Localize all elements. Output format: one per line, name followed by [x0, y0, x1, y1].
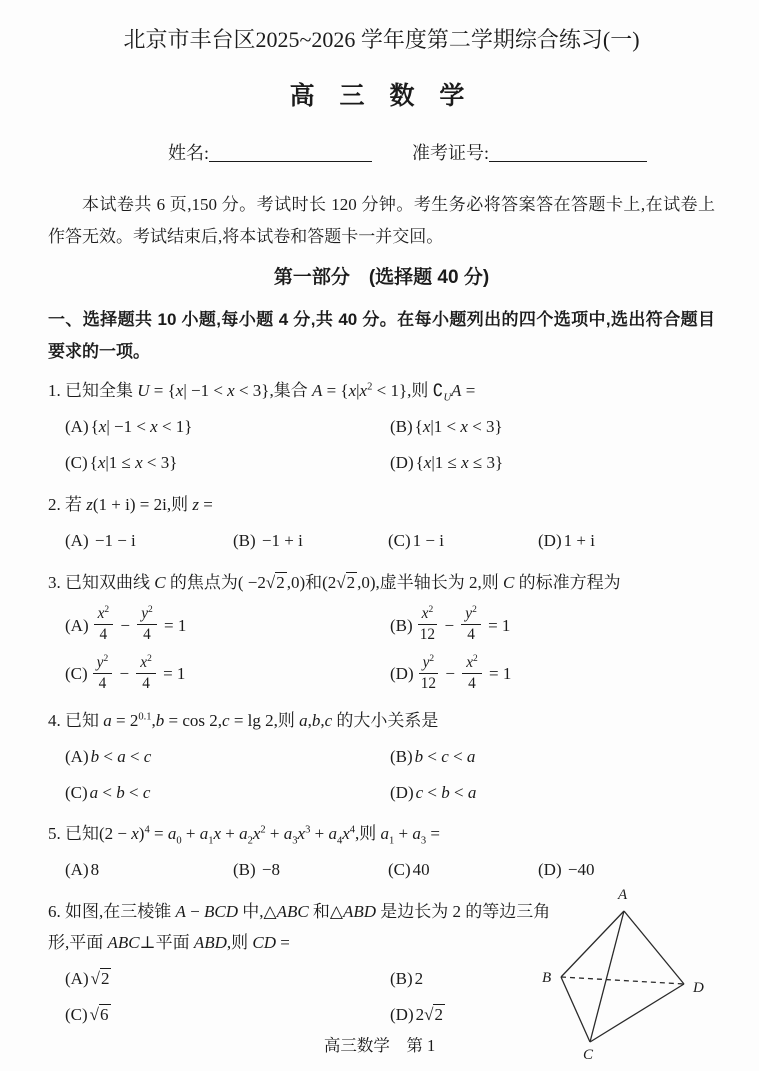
vertex-label-a: A: [618, 887, 628, 904]
question-5-option-b: (B) −8: [233, 860, 281, 880]
page-footer: 高三数学 第 1: [323, 1036, 436, 1055]
exam-instructions-paragraph: 本试卷共 6 页,150 分。考试时长 120 分钟。考生务必将答案答在答题卡上,在试卷上作答无效。考试结束后,将本试卷和答题卡一并交回。: [48, 195, 715, 246]
candidate-info-row: [48, 140, 715, 166]
question-2: [48, 489, 715, 556]
question-3-option-c: (C) $\frac{y^2}{4}$ − $\frac{x^2}{4}$ = 1: [65, 653, 186, 693]
question-2-option-a: (A) −1 − i: [65, 531, 136, 550]
vertex-label-c: C: [583, 1047, 594, 1064]
exam-subject: 高 三 数 学: [289, 82, 474, 110]
question-3-option-a: (A) $\frac{x^2}{4}$ − $\frac{y^2}{4}$ = 1: [65, 604, 187, 644]
question-4-option-c: (C) a < b < c: [65, 783, 151, 803]
question-5-options: [48, 849, 715, 885]
question-5: [48, 818, 715, 885]
question-1-option-c: (C) {x|1 ≤ x < 3}: [65, 453, 178, 472]
question-3-option-b: (B) $\frac{x^2}{12}$ − $\frac{y^2}{4}$ = 1: [390, 604, 511, 644]
question-6-option-b: (B) 2: [390, 969, 424, 989]
question-3: [48, 567, 715, 695]
question-1: [48, 375, 715, 478]
question-3-option-d: (D) $\frac{y^2}{12}$ − $\frac{x^2}{4}$ = 1: [390, 653, 512, 693]
question-2-option-d: (D) 1 + i: [538, 531, 595, 550]
exam-id-label: 准考证号:: [412, 143, 490, 163]
question-4-option-a: (A) b < a < c: [65, 747, 152, 767]
question-3-options: [48, 598, 715, 695]
multiple-choice-instructions: 一、选择题共 10 小题,每小题 4 分,共 40 分。在每小题列出的四个选项中,选出符合题目要求的一项。: [48, 310, 715, 361]
exam-title: 北京市丰台区2025~2026 学年度第二学期综合练习(一): [123, 27, 640, 52]
question-1-option-a: (A) {x| −1 < x < 1}: [65, 417, 193, 436]
edge-ad: [624, 911, 684, 984]
question-3-stem: 3. 已知双曲线 C 的焦点为( −2√2 ,0)和(2√2 ,0),虚半轴长为 2,则 C 的标准方程为: [48, 573, 621, 592]
edge-ab: [561, 911, 624, 977]
question-5-option-a: (A) 8: [65, 860, 100, 880]
vertex-label-b: B: [542, 970, 552, 987]
question-4-stem: 4. 已知 $a = 2^{0.1},b = \cos 2,c = \lg 2$,则 a,b,c 的大小关系是: [48, 711, 439, 731]
question-2-option-b: (B) −1 + i: [233, 531, 303, 550]
question-1-options: [48, 406, 715, 478]
question-1-stem: 1. 已知全集 U = {x| −1 < x < 3},集合 $A = \{x|x^2 < 1\}$,则 $∁_UA$ =: [48, 381, 476, 404]
question-5-option-d: (D) −40: [538, 860, 595, 880]
question-6-option-c: (C) √6: [65, 1005, 109, 1025]
question-2-option-c: (C) 1 − i: [388, 531, 444, 550]
question-6-option-d: (D) 2√2: [390, 1005, 443, 1025]
question-6-stem: 6. 如图,在三棱锥 A − BCD 中,△ABC 和△ABD 是边长为 2 的等边三角形,平面 ABC⊥平面 ABD,则 CD =: [48, 902, 551, 953]
name-label: 姓名:: [168, 143, 210, 163]
question-4: [48, 705, 715, 808]
part-one-heading: 第一部分 (选择题 40 分): [273, 267, 490, 288]
question-2-options: [48, 520, 715, 556]
question-5-option-c: (C) 40: [388, 860, 430, 880]
question-6-option-a: (A) √2: [65, 969, 110, 989]
question-1-option-d: (D) {x|1 ≤ x ≤ 3}: [390, 453, 504, 472]
question-4-option-b: (B) b < c < a: [390, 747, 476, 767]
question-5-stem: 5. 已知$(2 - x)^4 = a_0 + a_1x + a_2x^2 + a_3x^3 + a_4x^4$,则 $a_1 + a_3$ =: [48, 824, 440, 847]
question-2-stem: 2. 若 z(1 + i) = 2i,则 z =: [48, 495, 213, 514]
exam-id-blank-line: [489, 146, 647, 162]
question-4-option-d: (D) c < b < a: [390, 783, 477, 803]
edge-ac: [590, 911, 624, 1042]
question-1-option-b: (B) {x|1 < x < 3}: [390, 417, 503, 436]
edge-bd-dashed: [561, 977, 684, 984]
question-4-options: [48, 736, 715, 808]
vertex-label-d: D: [693, 980, 704, 997]
name-blank-line: [209, 146, 372, 162]
